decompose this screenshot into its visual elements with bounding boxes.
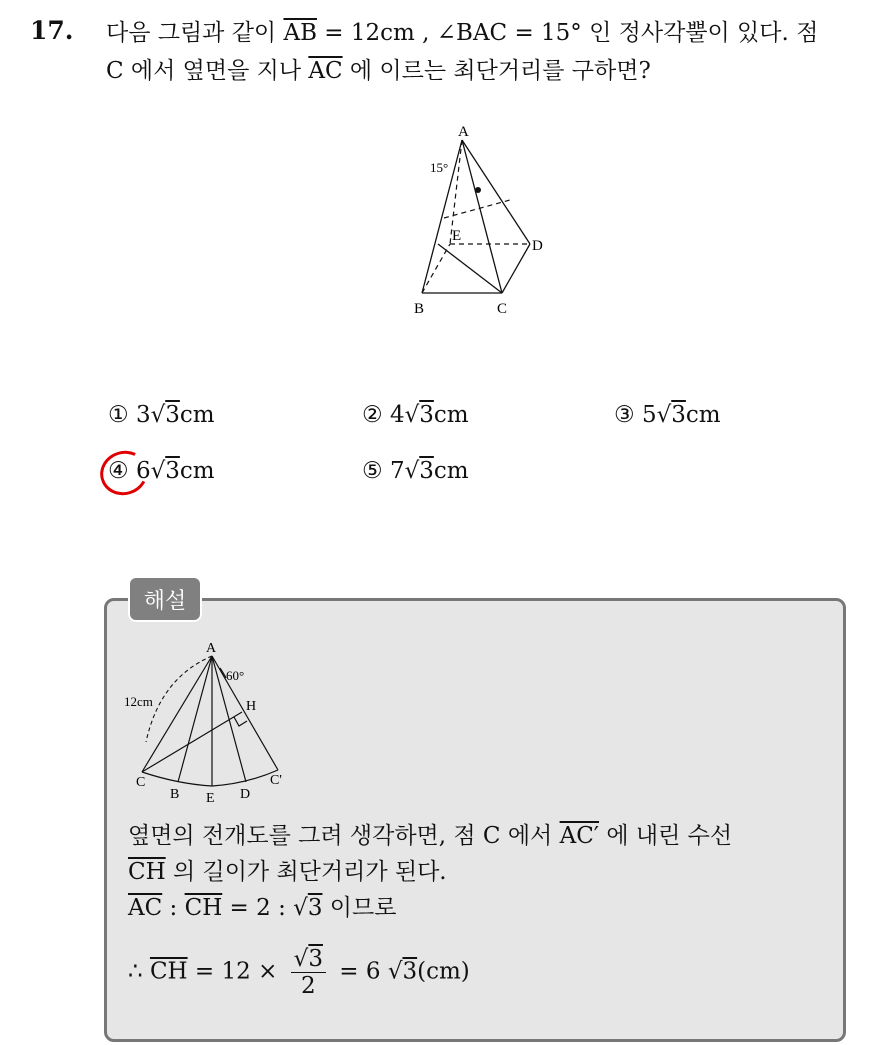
choice-unit-3: cm xyxy=(685,402,721,428)
sqrt-icon: √ xyxy=(150,458,166,484)
choice-mark-5: ⑤ xyxy=(362,458,383,484)
sqrt-icon: √ xyxy=(404,458,420,484)
question-text-2a: C 에서 옆면을 지나 xyxy=(106,58,309,84)
choice-1[interactable] xyxy=(108,402,215,428)
label-e: E xyxy=(452,228,462,244)
choice-unit-1: cm xyxy=(179,402,215,428)
segment-ch-final: $\overline{CH}$ xyxy=(149,958,188,985)
net-label-h: H xyxy=(246,699,257,714)
choice-rad-1: 3 xyxy=(165,402,180,428)
selected-answer-marker xyxy=(94,445,153,502)
sqrt-icon: √ xyxy=(404,402,420,428)
segment-ac-prime: AC′ xyxy=(559,823,600,849)
result-unit: (cm) xyxy=(417,958,470,985)
solution-tab: 해설 xyxy=(128,576,202,622)
choice-unit-4: cm xyxy=(179,458,215,484)
question-text-1a: 다음 그림과 같이 xyxy=(106,20,284,46)
choice-coef-3: 5 xyxy=(641,402,657,428)
segment-ch-ratio: $\overline{CH}$ xyxy=(184,895,223,921)
point-on-ad xyxy=(475,187,481,193)
choice-coef-5: 7 xyxy=(389,458,405,484)
fraction-denominator: 2 xyxy=(301,973,316,999)
choice-coef-2: 4 xyxy=(389,402,405,428)
sqrt-icon: √ xyxy=(293,946,309,972)
result-prefix: = 6 xyxy=(331,958,388,985)
question-text-1b: = 12cm , ∠BAC = 15° 인 정사각뿔이 있다. 점 xyxy=(316,20,819,46)
net-label-a: A xyxy=(206,641,217,656)
choice-4[interactable] xyxy=(108,458,215,484)
choice-rad-4: 3 xyxy=(165,458,180,484)
choice-5[interactable] xyxy=(362,458,469,484)
sqrt-icon: √ xyxy=(387,958,403,985)
choice-coef-4: 6 xyxy=(135,458,151,484)
net-label-b: B xyxy=(170,787,180,802)
ratio-text: = 2 : xyxy=(222,895,294,921)
net-length-label: 12cm xyxy=(124,694,153,709)
net-label-d: D xyxy=(240,787,251,802)
label-b: B xyxy=(414,301,425,317)
solution-text-2: 의 길이가 최단거리가 된다. xyxy=(165,859,447,885)
numerator-rad: 3 xyxy=(308,946,323,972)
choice-3[interactable] xyxy=(614,402,721,428)
net-angle-label: 60° xyxy=(226,668,245,683)
segment-ch: $\overline{CH}$ xyxy=(128,859,166,885)
solution-text-3: 이므로 xyxy=(322,895,397,921)
question-line-1 xyxy=(106,14,866,52)
label-c: C xyxy=(497,301,508,317)
choice-2[interactable] xyxy=(362,402,469,428)
sqrt-icon: √ xyxy=(293,895,308,921)
fraction xyxy=(291,946,326,999)
choice-unit-2: cm xyxy=(433,402,469,428)
solution-line-2 xyxy=(128,854,828,890)
result-rad: 3 xyxy=(402,958,418,985)
fraction-numerator xyxy=(291,946,326,973)
choice-mark-4: ④ xyxy=(108,458,129,484)
choice-mark-2: ② xyxy=(362,402,383,428)
choice-rad-5: 3 xyxy=(419,458,434,484)
net-figure xyxy=(120,638,300,813)
net-label-e: E xyxy=(206,791,215,806)
solution-line-1 xyxy=(128,818,828,854)
choice-coef-1: 3 xyxy=(135,402,151,428)
equation-text: = 12 × xyxy=(187,958,285,985)
label-a: A xyxy=(458,124,469,140)
choice-rad-3: 3 xyxy=(671,402,686,428)
final-equation xyxy=(128,946,470,999)
therefore-symbol: ∴ xyxy=(128,958,150,985)
problem-number: 17. xyxy=(30,16,74,45)
solution-line-3 xyxy=(128,890,828,926)
question-line-2 xyxy=(106,52,866,90)
pyramid-figure xyxy=(390,118,560,318)
label-d: D xyxy=(532,238,543,254)
ratio-colon: : xyxy=(162,895,185,921)
choice-mark-1: ① xyxy=(108,402,129,428)
solution-text-1a: 옆면의 전개도를 그려 생각하면, 점 C 에서 xyxy=(128,823,560,849)
net-label-c: C xyxy=(136,775,146,790)
sqrt-icon: √ xyxy=(656,402,672,428)
choice-unit-5: cm xyxy=(433,458,469,484)
ratio-rad: 3 xyxy=(307,895,323,921)
solution-text-1b: 에 내린 수선 xyxy=(599,823,733,849)
segment-ac-ratio: $\overline{AC}$ xyxy=(128,895,163,921)
choice-mark-3: ③ xyxy=(614,402,635,428)
angle-label: 15° xyxy=(430,160,449,175)
question-text-2b: 에 이르는 최단거리를 구하면? xyxy=(342,58,651,84)
net-label-c-prime: C' xyxy=(270,773,282,788)
segment-ab: $\overline{AB}$ xyxy=(283,20,317,46)
choice-rad-2: 3 xyxy=(419,402,434,428)
solution-text xyxy=(128,818,828,926)
sqrt-icon: √ xyxy=(150,402,166,428)
segment-ac: $\overline{AC}$ xyxy=(308,58,343,84)
question-text xyxy=(106,14,866,90)
